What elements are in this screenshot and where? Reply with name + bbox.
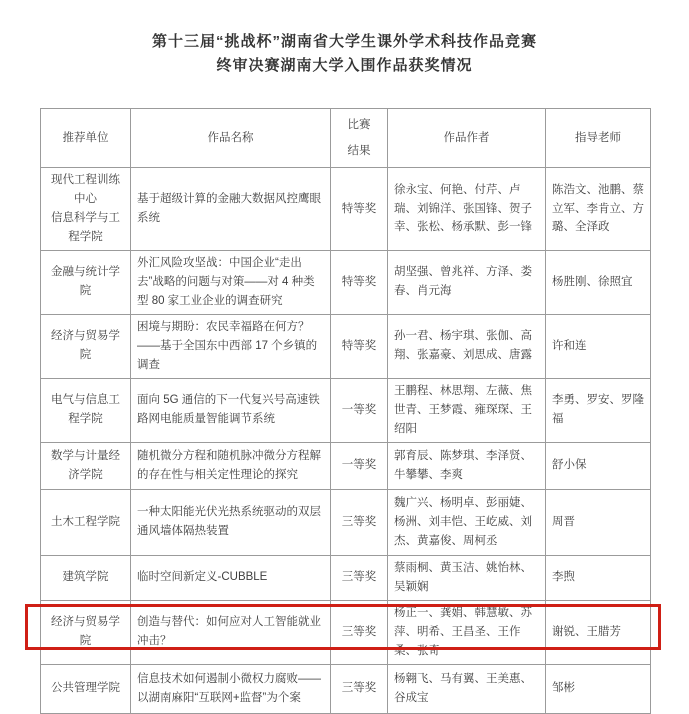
cell-unit <box>41 168 131 251</box>
cell-authors: 杨翱飞、马有翼、王美惠、谷成宝 <box>388 664 546 713</box>
col-header-unit: 推荐单位 <box>41 109 131 168</box>
cell-unit: 经济与贸易学院 <box>41 600 131 664</box>
cell-result: 三等奖 <box>331 489 388 555</box>
cell-result: 特等奖 <box>331 251 388 315</box>
page-title <box>0 30 689 78</box>
cell-work-title: 基于超级计算的金融大数据风控鹰眼系统 <box>131 168 331 251</box>
cell-advisors: 李勇、罗安、罗隆福 <box>546 378 651 442</box>
col-header-work: 作品名称 <box>131 109 331 168</box>
page-title-line2: 终审决赛湖南大学入围作品获奖情况 <box>216 57 473 74</box>
cell-advisors: 邹彬 <box>546 664 651 713</box>
cell-unit: 建筑学院 <box>41 555 131 600</box>
cell-unit: 公共管理学院 <box>41 664 131 713</box>
cell-work-title: 一种太阳能光伏光热系统驱动的双层通风墙体隔热装置 <box>131 489 331 555</box>
cell-authors: 王鹏程、林思翔、左薇、焦世青、王梦霞、雍琛琛、王绍阳 <box>388 378 546 442</box>
cell-result: 一等奖 <box>331 378 388 442</box>
table-row <box>41 555 651 600</box>
cell-advisors: 杨胜刚、徐照宜 <box>546 251 651 315</box>
cell-work-title: 临时空间新定义-CUBBLE <box>131 555 331 600</box>
cell-work-title: 信息技术如何遏制小微权力腐败——以湖南麻阳“互联网+监督”为个案 <box>131 664 331 713</box>
cell-unit-line2: 信息科学与工程学院 <box>51 212 120 243</box>
cell-authors: 胡坚强、曾兆祥、方泽、娄春、肖元海 <box>388 251 546 315</box>
cell-result: 特等奖 <box>331 168 388 251</box>
cell-work-title: 随机微分方程和随机脉冲微分方程解的存在性与相关定性理论的探究 <box>131 442 331 489</box>
awards-table <box>40 108 651 714</box>
cell-work-title: 面向 5G 通信的下一代复兴号高速铁路网电能质量智能调节系统 <box>131 378 331 442</box>
col-header-result-line1: 比赛 <box>347 119 371 131</box>
cell-work-title: 外汇风险攻坚战：中国企业“走出去”战略的问题与对策——对 4 种类型 80 家工业企业的调查研究 <box>131 251 331 315</box>
cell-advisors: 李煦 <box>546 555 651 600</box>
cell-result: 特等奖 <box>331 314 388 378</box>
table-row <box>41 442 651 489</box>
cell-unit: 土木工程学院 <box>41 489 131 555</box>
cell-authors: 徐永宝、何艳、付芹、卢瑞、刘锦洋、张国锋、贺子幸、张松、杨承默、彭一锋 <box>388 168 546 251</box>
col-header-result <box>331 109 388 168</box>
cell-advisors: 周晋 <box>546 489 651 555</box>
cell-unit: 金融与统计学院 <box>41 251 131 315</box>
cell-unit-line1: 现代工程训练中心 <box>51 174 120 206</box>
table-row <box>41 314 651 378</box>
cell-work-title: 创造与替代：如何应对人工智能就业冲击？ <box>131 600 331 664</box>
cell-authors: 魏广兴、杨明卓、彭丽婕、杨洲、刘丰恺、王屹威、刘杰、黄嘉俊、周柯丞 <box>388 489 546 555</box>
cell-advisors: 许和连 <box>546 314 651 378</box>
cell-result: 三等奖 <box>331 600 388 664</box>
table-row <box>41 168 651 251</box>
cell-authors: 郭育辰、陈梦琪、李泽贤、牛攀攀、李爽 <box>388 442 546 489</box>
cell-authors: 蔡雨桐、黄玉洁、姚怡林、吴颖娴 <box>388 555 546 600</box>
cell-work-title: 困境与期盼：农民幸福路在何方？——基于全国东中西部 17 个乡镇的调查 <box>131 314 331 378</box>
cell-result: 一等奖 <box>331 442 388 489</box>
col-header-authors: 作品作者 <box>388 109 546 168</box>
table-row <box>41 378 651 442</box>
cell-authors: 孙一君、杨宇琪、张伽、高翔、张嘉豪、刘思成、唐露 <box>388 314 546 378</box>
table-row <box>41 251 651 315</box>
cell-authors: 杨正一、龚娟、韩慧敏、苏萍、明希、王昌圣、王作桑、张奇 <box>388 600 546 664</box>
cell-result: 三等奖 <box>331 555 388 600</box>
cell-unit: 数学与计量经济学院 <box>41 442 131 489</box>
page-title-line1: 第十三届“挑战杯”湖南省大学生课外学术科技作品竞赛 <box>151 33 537 50</box>
table-row <box>41 489 651 555</box>
cell-unit: 经济与贸易学院 <box>41 314 131 378</box>
cell-result: 三等奖 <box>331 664 388 713</box>
table-row <box>41 600 651 664</box>
cell-advisors: 舒小保 <box>546 442 651 489</box>
cell-advisors: 谢锐、王腊芳 <box>546 600 651 664</box>
col-header-result-line2: 结果 <box>347 145 371 157</box>
col-header-advisors: 指导老师 <box>546 109 651 168</box>
cell-unit: 电气与信息工程学院 <box>41 378 131 442</box>
table-header-row <box>41 109 651 168</box>
cell-advisors: 陈浩文、池鹏、蔡立军、李肯立、方璐、全泽政 <box>546 168 651 251</box>
